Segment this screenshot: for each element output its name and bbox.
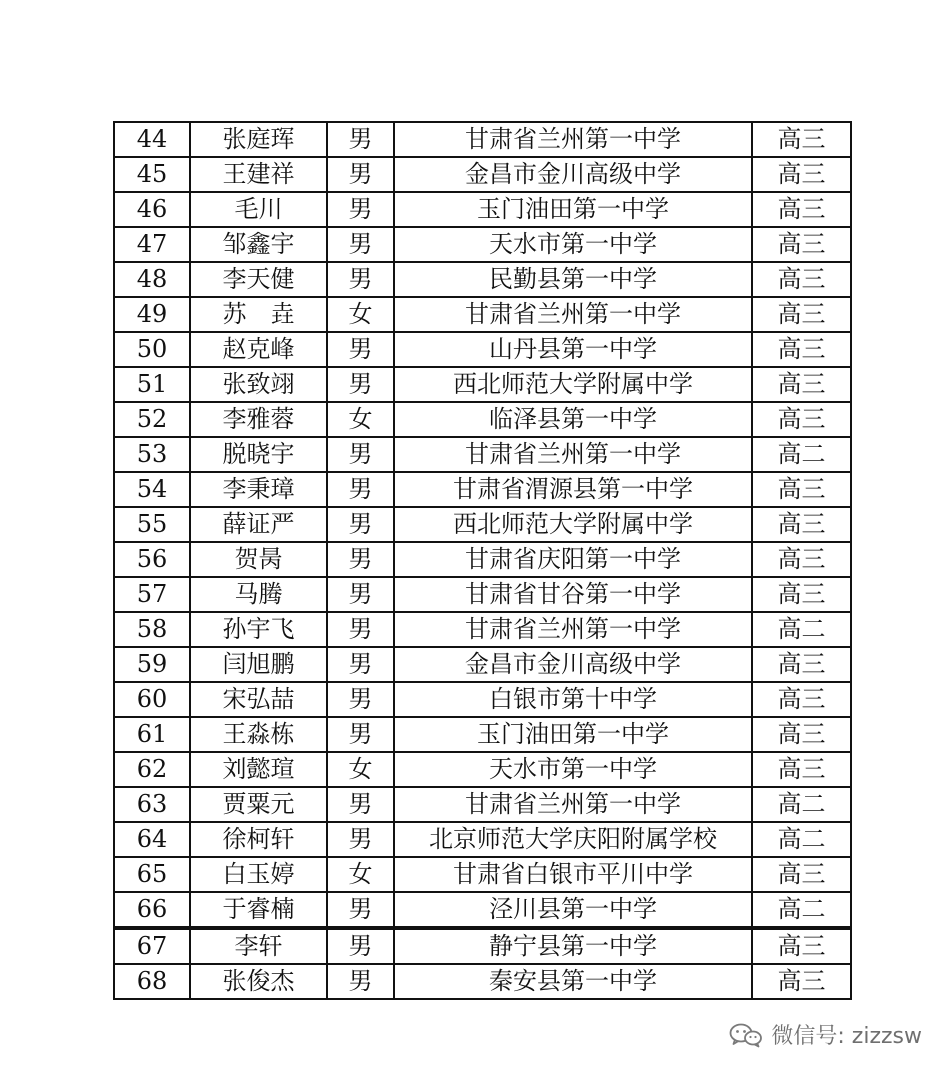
- table-row: [114, 682, 851, 717]
- student-name: 王建祥: [190, 157, 327, 192]
- table-row: [114, 612, 851, 647]
- row-number: 44: [114, 122, 190, 157]
- student-name: 张庭珲: [190, 122, 327, 157]
- school-name: 甘肃省兰州第一中学: [394, 787, 752, 822]
- school-name: 玉门油田第一中学: [394, 717, 752, 752]
- table-row: [114, 507, 851, 542]
- student-sex: 女: [327, 857, 394, 892]
- row-number: 64: [114, 822, 190, 857]
- row-number: 59: [114, 647, 190, 682]
- student-sex: 男: [327, 122, 394, 157]
- row-number: 57: [114, 577, 190, 612]
- student-sex: 女: [327, 297, 394, 332]
- grade-level: 高三: [752, 472, 851, 507]
- row-number: 66: [114, 892, 190, 928]
- table-row: [114, 227, 851, 262]
- student-sex: 男: [327, 472, 394, 507]
- row-number: 50: [114, 332, 190, 367]
- student-sex: 男: [327, 367, 394, 402]
- school-name: 甘肃省兰州第一中学: [394, 122, 752, 157]
- watermark-text: 微信号: zizzsw: [771, 1024, 922, 1049]
- grade-level: 高三: [752, 262, 851, 297]
- student-sex: 男: [327, 507, 394, 542]
- table-row: [114, 437, 851, 472]
- grade-level: 高三: [752, 857, 851, 892]
- grade-level: 高三: [752, 647, 851, 682]
- row-number: 56: [114, 542, 190, 577]
- student-sex: 男: [327, 928, 394, 964]
- student-name: 邹鑫宇: [190, 227, 327, 262]
- row-number: 55: [114, 507, 190, 542]
- school-name: 山丹县第一中学: [394, 332, 752, 367]
- table-row: [114, 122, 851, 157]
- table-row: [114, 822, 851, 857]
- grade-level: 高三: [752, 297, 851, 332]
- row-number: 47: [114, 227, 190, 262]
- table-row: [114, 928, 851, 964]
- grade-level: 高三: [752, 542, 851, 577]
- student-sex: 男: [327, 577, 394, 612]
- row-number: 65: [114, 857, 190, 892]
- grade-level: 高三: [752, 507, 851, 542]
- school-name: 民勤县第一中学: [394, 262, 752, 297]
- student-sex: 男: [327, 892, 394, 928]
- grade-level: 高三: [752, 928, 851, 964]
- school-name: 甘肃省庆阳第一中学: [394, 542, 752, 577]
- grade-level: 高三: [752, 122, 851, 157]
- table-row: [114, 297, 851, 332]
- student-sex: 男: [327, 227, 394, 262]
- grade-level: 高三: [752, 577, 851, 612]
- table-row: [114, 542, 851, 577]
- student-sex: 男: [327, 787, 394, 822]
- table-row: [114, 964, 851, 999]
- grade-level: 高二: [752, 787, 851, 822]
- table-row: [114, 192, 851, 227]
- student-name: 苏 垚: [190, 297, 327, 332]
- student-name: 白玉婷: [190, 857, 327, 892]
- student-name: 于睿楠: [190, 892, 327, 928]
- school-name: 天水市第一中学: [394, 752, 752, 787]
- grade-level: 高三: [752, 157, 851, 192]
- table-row: [114, 157, 851, 192]
- grade-level: 高三: [752, 367, 851, 402]
- student-sex: 男: [327, 192, 394, 227]
- grade-level: 高二: [752, 437, 851, 472]
- student-name: 薛证严: [190, 507, 327, 542]
- wechat-icon: [729, 1022, 763, 1048]
- student-sex: 男: [327, 822, 394, 857]
- table-row: [114, 717, 851, 752]
- student-sex: 男: [327, 647, 394, 682]
- grade-level: 高二: [752, 822, 851, 857]
- table-row: [114, 472, 851, 507]
- table-row: [114, 647, 851, 682]
- table-row: [114, 752, 851, 787]
- student-sex: 男: [327, 262, 394, 297]
- row-number: 68: [114, 964, 190, 999]
- student-name: 王淼栋: [190, 717, 327, 752]
- student-name: 张致翊: [190, 367, 327, 402]
- row-number: 67: [114, 928, 190, 964]
- row-number: 46: [114, 192, 190, 227]
- row-number: 48: [114, 262, 190, 297]
- row-number: 51: [114, 367, 190, 402]
- school-name: 甘肃省白银市平川中学: [394, 857, 752, 892]
- student-sex: 男: [327, 612, 394, 647]
- table-row: [114, 262, 851, 297]
- row-number: 49: [114, 297, 190, 332]
- school-name: 天水市第一中学: [394, 227, 752, 262]
- school-name: 西北师范大学附属中学: [394, 507, 752, 542]
- student-name: 赵克峰: [190, 332, 327, 367]
- grade-level: 高三: [752, 682, 851, 717]
- row-number: 63: [114, 787, 190, 822]
- table-row: [114, 577, 851, 612]
- school-name: 金昌市金川高级中学: [394, 157, 752, 192]
- school-name: 临泽县第一中学: [394, 402, 752, 437]
- student-name: 孙宇飞: [190, 612, 327, 647]
- grade-level: 高三: [752, 332, 851, 367]
- student-name: 徐柯轩: [190, 822, 327, 857]
- student-sex: 男: [327, 542, 394, 577]
- school-name: 甘肃省甘谷第一中学: [394, 577, 752, 612]
- school-name: 玉门油田第一中学: [394, 192, 752, 227]
- student-name: 刘懿瑄: [190, 752, 327, 787]
- school-name: 甘肃省渭源县第一中学: [394, 472, 752, 507]
- school-name: 白银市第十中学: [394, 682, 752, 717]
- table-row: [114, 402, 851, 437]
- student-sex: 男: [327, 437, 394, 472]
- student-name: 李秉璋: [190, 472, 327, 507]
- student-sex: 女: [327, 752, 394, 787]
- student-name: 脱晓宇: [190, 437, 327, 472]
- row-number: 62: [114, 752, 190, 787]
- student-name: 李雅蓉: [190, 402, 327, 437]
- table-row: [114, 787, 851, 822]
- school-name: 甘肃省兰州第一中学: [394, 297, 752, 332]
- school-name: 秦安县第一中学: [394, 964, 752, 999]
- row-number: 61: [114, 717, 190, 752]
- table-row: [114, 367, 851, 402]
- school-name: 静宁县第一中学: [394, 928, 752, 964]
- row-number: 45: [114, 157, 190, 192]
- student-name: 贺昺: [190, 542, 327, 577]
- grade-level: 高三: [752, 964, 851, 999]
- school-name: 北京师范大学庆阳附属学校: [394, 822, 752, 857]
- student-sex: 男: [327, 682, 394, 717]
- row-number: 52: [114, 402, 190, 437]
- table-row: [114, 857, 851, 892]
- roster-table: [113, 121, 852, 1000]
- row-number: 58: [114, 612, 190, 647]
- student-sex: 男: [327, 332, 394, 367]
- watermark: [729, 1019, 922, 1050]
- grade-level: 高三: [752, 717, 851, 752]
- school-name: 泾川县第一中学: [394, 892, 752, 928]
- school-name: 甘肃省兰州第一中学: [394, 612, 752, 647]
- row-number: 54: [114, 472, 190, 507]
- grade-level: 高二: [752, 892, 851, 928]
- student-sex: 女: [327, 402, 394, 437]
- school-name: 金昌市金川高级中学: [394, 647, 752, 682]
- student-name: 毛川: [190, 192, 327, 227]
- school-name: 甘肃省兰州第一中学: [394, 437, 752, 472]
- table-row: [114, 892, 851, 928]
- row-number: 53: [114, 437, 190, 472]
- school-name: 西北师范大学附属中学: [394, 367, 752, 402]
- grade-level: 高三: [752, 192, 851, 227]
- student-name: 马腾: [190, 577, 327, 612]
- grade-level: 高三: [752, 402, 851, 437]
- grade-level: 高三: [752, 227, 851, 262]
- student-name: 闫旭鹏: [190, 647, 327, 682]
- student-name: 宋弘喆: [190, 682, 327, 717]
- student-sex: 男: [327, 157, 394, 192]
- table-row: [114, 332, 851, 367]
- grade-level: 高三: [752, 752, 851, 787]
- row-number: 60: [114, 682, 190, 717]
- student-sex: 男: [327, 717, 394, 752]
- student-name: 贾粟元: [190, 787, 327, 822]
- student-name: 李天健: [190, 262, 327, 297]
- student-sex: 男: [327, 964, 394, 999]
- grade-level: 高二: [752, 612, 851, 647]
- student-name: 李轩: [190, 928, 327, 964]
- student-name: 张俊杰: [190, 964, 327, 999]
- roster-body: [114, 122, 851, 999]
